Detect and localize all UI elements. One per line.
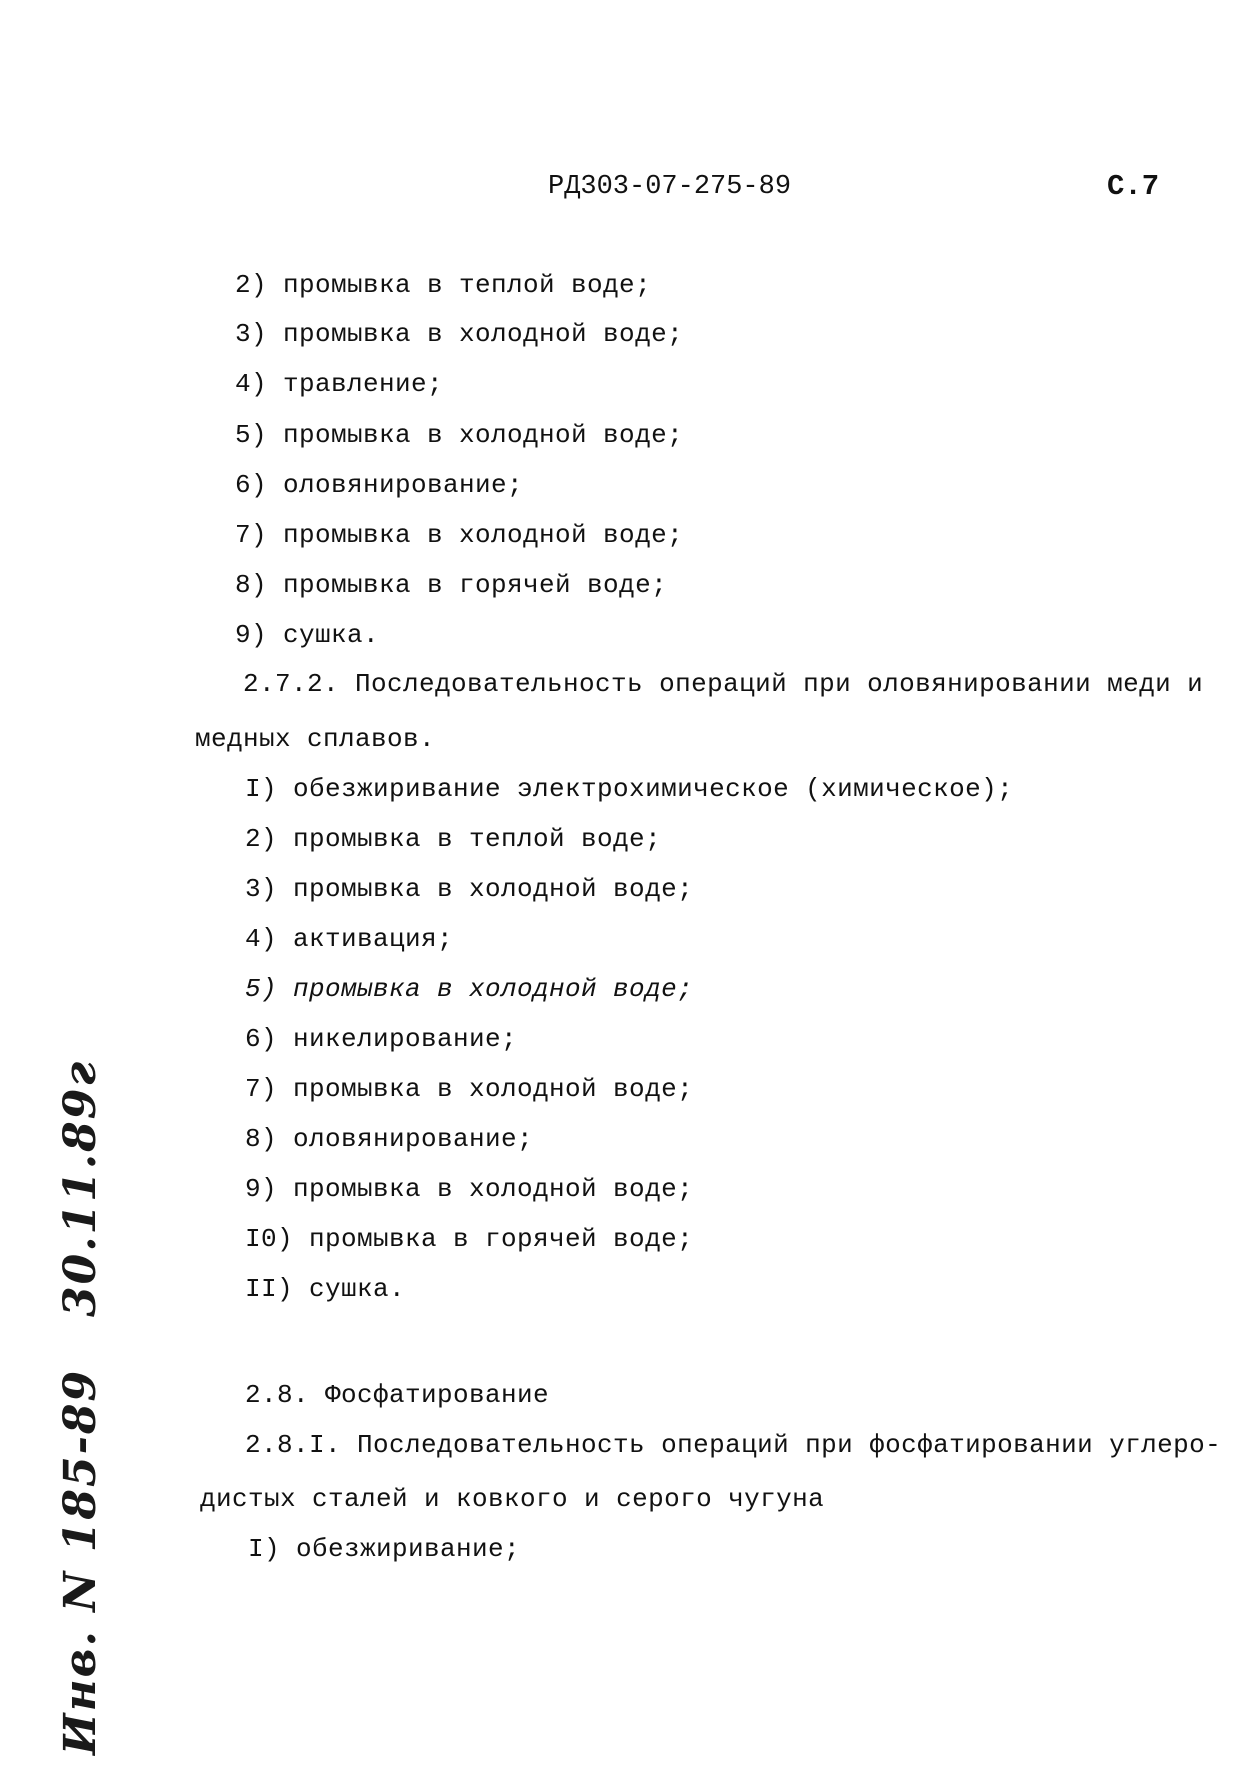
list-item: I) обезжиривание электрохимическое (химическое); — [245, 774, 1014, 804]
list-item: 5) промывка в холодной воде; — [245, 974, 694, 1004]
list-item: I0) промывка в горячей воде; — [245, 1224, 694, 1254]
document-code: РД303-07-275-89 — [548, 172, 792, 202]
list-item: 4) активация; — [245, 924, 454, 954]
section-paragraph-continuation: дистых сталей и ковкого и серого чугуна — [200, 1484, 825, 1514]
list-item: 3) промывка в холодной воде; — [245, 874, 694, 904]
list-item: I) обезжиривание; — [248, 1534, 521, 1564]
list-item: 8) оловянирование; — [245, 1124, 534, 1154]
handwritten-inventory-note: Инв. N 185-89 30.11.89г — [55, 1059, 106, 1755]
list-item: 9) промывка в холодной воде; — [245, 1174, 694, 1204]
section-paragraph-continuation: медных сплавов. — [195, 724, 436, 754]
list-item: 8) промывка в горячей воде; — [235, 570, 668, 600]
list-item: 7) промывка в холодной воде; — [245, 1074, 694, 1104]
list-item: 5) промывка в холодной воде; — [235, 420, 684, 450]
list-item: 2) промывка в теплой воде; — [235, 270, 652, 300]
list-item: 7) промывка в холодной воде; — [235, 520, 684, 550]
section-heading: 2.8. Фосфатирование — [245, 1380, 550, 1410]
list-item: 6) никелирование; — [245, 1024, 518, 1054]
list-item: 3) промывка в холодной воде; — [235, 319, 684, 349]
list-item: 6) оловянирование; — [235, 470, 524, 500]
list-item: 2) промывка в теплой воде; — [245, 824, 662, 854]
section-paragraph: 2.8.I. Последовательность операций при фосфатировании углеро- — [245, 1430, 1222, 1460]
list-item: 9) сушка. — [235, 620, 380, 650]
section-paragraph: 2.7.2. Последовательность операций при оловянировании меди и — [243, 669, 1204, 699]
page-number: С.7 — [1107, 170, 1160, 203]
list-item: II) сушка. — [245, 1274, 406, 1304]
list-item: 4) травление; — [235, 369, 444, 399]
